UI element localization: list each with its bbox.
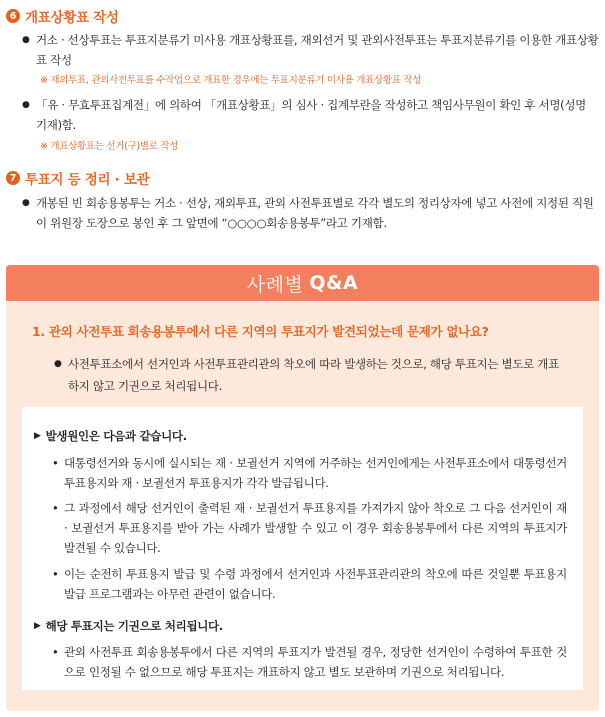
qa-header-suffix: Q&A [309, 272, 359, 294]
cause-item-text: 그 과정에서 해당 선거인이 출력된 재 · 보궐선거 투표용지를 가져가지 않아 착오로 그 다음 선거인이 재 · 보궐선거 투표용지를 받아 가는 사례가 발생할 수 있고 이 경우 회송용봉투에서 다른 지역의 투표지가 발견될 수 있습니다. [64, 501, 567, 555]
qa-header [6, 265, 599, 301]
bullet-icon: ● [22, 35, 30, 45]
cause-heading [34, 428, 187, 444]
section-7-title: 투표지 등 정리 · 보관 [25, 172, 150, 188]
section-6-note-2: ※ 개표상황표는 선거(구)별로 작성 [40, 141, 179, 152]
section-6-header [6, 6, 119, 26]
section-7-bullet-1 [22, 193, 599, 233]
section-6-note-1: ※ 재외투표, 관외사전투표를 수작업으로 개표한 경우에는 투표지분류기 미사용 개표상황표 작성 [40, 75, 422, 86]
dot-icon: • [52, 456, 59, 470]
cause-heading-text: 발생원인은 다음과 같습니다. [45, 429, 187, 443]
qa-box [6, 265, 599, 711]
abstain-item-text: 관외 사전투표 회송용봉투에서 다른 지역의 투표지가 발견될 경우, 정당한 선거인이 수령하여 투표한 것으로 인정될 수 없으므로 해당 투표지는 개표하지 않고 별도 보관하며 기권으로 처리됩니다. [64, 645, 567, 679]
abstain-heading-text: 해당 투표지는 기권으로 처리됩니다. [45, 619, 223, 633]
bullet-text: 거소 · 선상투표는 투표지분류기 미사용 개표상황표를, 재외선거 및 관외사전투표는 투표지분류기를 이용한 개표상황표 작성 [36, 33, 599, 67]
qa-question: 1. 관외 사전투표 회송용봉투에서 다른 지역의 투표지가 발견되었는데 문제가 없나요? [32, 324, 489, 339]
section-6-bullet-2 [22, 95, 599, 135]
cause-item-2 [52, 498, 567, 558]
triangle-right-icon: ▶ [34, 431, 41, 441]
bullet-icon: ● [22, 100, 30, 110]
dot-icon: • [52, 645, 59, 659]
abstain-item-1 [52, 642, 567, 682]
section-7-header [6, 168, 149, 188]
bullet-icon: ● [54, 359, 62, 369]
section-6-title: 개표상황표 작성 [25, 10, 119, 26]
bullet-icon: ● [22, 198, 30, 208]
cause-item-text: 대통령선거와 동시에 실시되는 재 · 보궐선거 지역에 거주하는 선거인에게는 사전투표소에서 대통령선거 투표용지와 재 · 보궐선거 투표용지가 각각 발급됩니다. [64, 456, 567, 490]
dot-icon: • [52, 501, 59, 515]
triangle-right-icon: ▶ [34, 621, 41, 631]
qa-header-prefix: 사례별 [246, 273, 304, 296]
qa-answer: 사전투표소에서 선거인과 사전투표관리관의 착오에 따라 발생하는 것으로, 해당 투표지는 별도로 개표하지 않고 기권으로 처리됩니다. [68, 357, 559, 393]
qa-answer-row [54, 353, 569, 397]
bullet-text: 개봉된 빈 회송용봉투는 거소 · 선상, 재외투표, 관외 사전투표별로 각각 별도의 정리상자에 넣고 사전에 지정된 직원이 위원장 도장으로 봉인 후 그 앞면에 “○○○○회송용봉투”라고 기재함. [36, 196, 594, 230]
abstain-heading [34, 618, 223, 634]
section-6-bullet-1 [22, 30, 599, 70]
cause-item-text: 이는 순전히 투표용지 발급 및 수령 과정에서 선거인과 사전투표관리관의 착오에 따른 것일뿐 투표용지 발급 프로그램과는 아무런 관련이 없습니다. [64, 567, 567, 601]
cause-item-3 [52, 564, 567, 604]
section-6-number-badge: 6 [6, 9, 20, 23]
dot-icon: • [52, 567, 59, 581]
section-7-number-badge: 7 [6, 171, 20, 185]
bullet-text: 「유 · 무효투표집계전」에 의하여 「개표상황표」의 심사 · 집계부란을 작성하고 책임사무원이 확인 후 서명(성명 기재)함. [36, 98, 586, 132]
cause-item-1 [52, 453, 567, 493]
qa-detail-box [22, 407, 583, 690]
